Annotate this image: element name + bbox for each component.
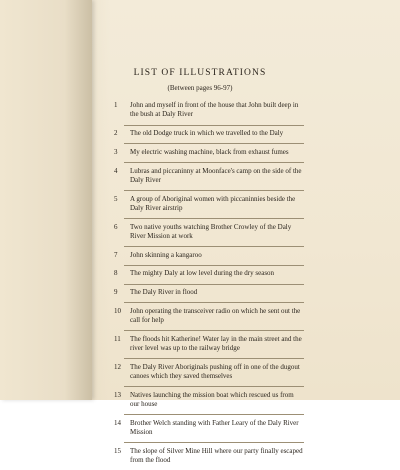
item-number: 5: [114, 194, 118, 203]
item-caption: Lubras and piccaninny at Moonface's camp on the side of the Daly River: [130, 166, 302, 184]
item-divider: [124, 330, 304, 331]
list-item: [114, 167, 304, 185]
item-number: 11: [114, 334, 121, 343]
list-item: [114, 447, 304, 465]
list-item: [114, 129, 304, 138]
item-caption: John operating the transceiver radio on which he sent out the call for help: [130, 306, 301, 325]
item-divider: [124, 162, 304, 163]
item-number: 13: [114, 390, 121, 399]
item-number: 15: [114, 446, 121, 455]
item-divider: [124, 190, 304, 191]
item-caption: The mighty Daly at low level during the dry season: [130, 269, 275, 278]
list-item: [114, 251, 304, 260]
item-number: 1: [114, 101, 118, 109]
item-caption: The floods hit Katherine! Water lay in the main street and the river level was up to the railway bridge: [130, 334, 302, 353]
item-caption: The slope of Silver Mine Hill where our party finally escaped from the flood: [130, 446, 303, 464]
list-item: [114, 335, 304, 353]
item-number: 8: [114, 269, 118, 278]
facing-page-edge: [0, 0, 92, 400]
list-item: [114, 101, 304, 119]
item-caption: Two native youths watching Brother Crowley of the Daly River Mission at work: [130, 222, 292, 240]
item-divider: [124, 414, 304, 415]
item-divider: [124, 125, 304, 126]
list-item: [114, 195, 304, 213]
list-item: [114, 391, 304, 409]
item-divider: [124, 284, 304, 285]
list-item: [114, 307, 304, 325]
item-number: 7: [114, 250, 118, 259]
item-caption: A group of Aboriginal women with piccaninnies beside the Daly River airstrip: [130, 194, 296, 212]
item-number: 9: [114, 288, 118, 297]
item-caption: The old Dodge truck in which we travelled to the Daly: [130, 128, 284, 137]
list-item: [114, 363, 304, 381]
item-number: 14: [114, 418, 121, 427]
item-divider: [124, 218, 304, 219]
page-title: LIST OF ILLUSTRATIONS: [133, 68, 267, 78]
item-caption: John and myself in front of the house that John built deep in the bush at Daly River: [130, 101, 299, 119]
item-caption: The Daly River in flood: [130, 288, 198, 297]
item-divider: [124, 302, 304, 303]
item-divider: [124, 143, 304, 144]
list-item: [114, 269, 304, 278]
item-caption: Brother Welch standing with Father Leary of the Daly River Mission: [130, 418, 299, 436]
item-divider: [124, 265, 304, 266]
item-number: 6: [114, 222, 118, 231]
item-divider: [124, 442, 304, 443]
list-item: [114, 148, 304, 157]
item-caption: My electric washing machine, black from exhaust fumes: [130, 147, 289, 156]
item-caption: John skinning a kangaroo: [130, 250, 202, 259]
item-number: 3: [114, 147, 118, 156]
item-caption: The Daly River Aboriginals pushing off in one of the dugout canoes which they saved themselves: [130, 362, 300, 381]
item-number: 2: [114, 128, 118, 137]
list-item: [114, 419, 304, 437]
item-number: 12: [114, 362, 121, 371]
item-divider: [124, 386, 304, 387]
list-item: [114, 223, 304, 241]
page-subtitle: (Between pages 96-97): [167, 84, 233, 92]
item-divider: [124, 358, 304, 359]
item-divider: [124, 246, 304, 247]
item-caption: Natives launching the mission boat which rescued us from our house: [130, 390, 294, 408]
list-item: [114, 288, 304, 297]
illustration-list: [114, 101, 304, 470]
item-number: 4: [114, 166, 118, 175]
item-number: 10: [114, 306, 121, 315]
